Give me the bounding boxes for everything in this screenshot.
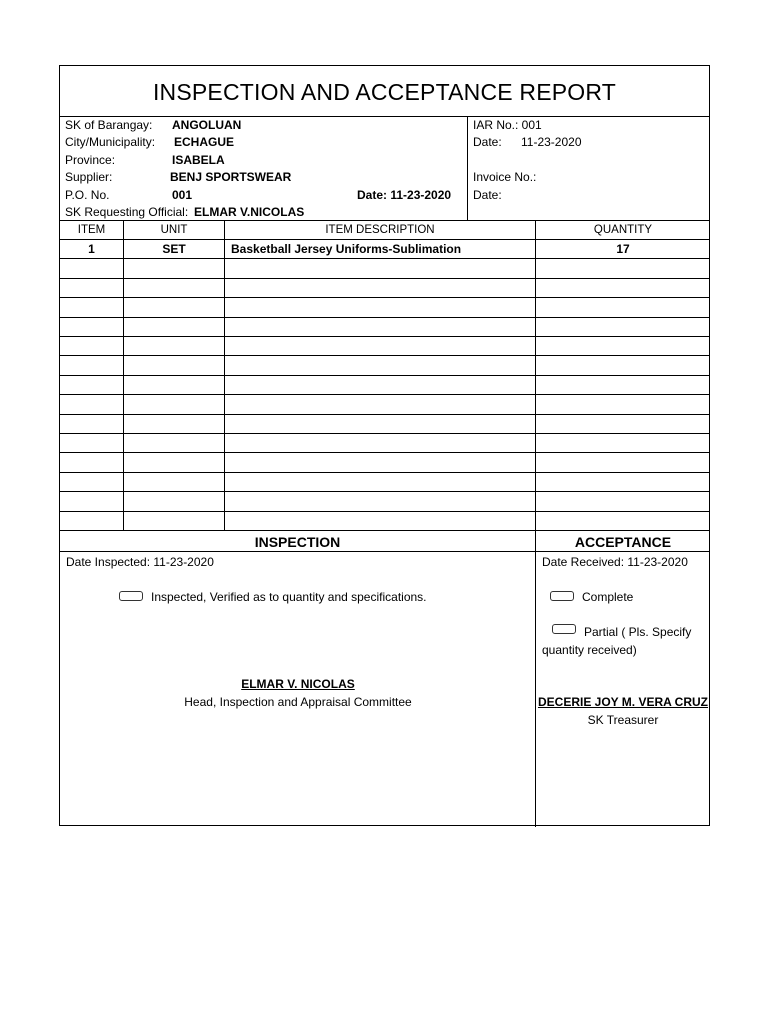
- table-cell-description: [225, 473, 536, 491]
- table-cell-item: [60, 512, 124, 530]
- table-cell-quantity: [536, 473, 710, 491]
- official-label: SK Requesting Official:: [65, 205, 189, 219]
- table-cell-description: [225, 512, 536, 530]
- table-row: [60, 434, 709, 453]
- table-header: [60, 221, 709, 240]
- table-cell-unit: [124, 395, 225, 413]
- inspected-label: Inspected, Verified as to quantity and specifications.: [151, 590, 427, 604]
- table-row: [60, 453, 709, 472]
- table-cell-description: [225, 259, 536, 277]
- table-cell-quantity: [536, 415, 710, 433]
- table-cell-quantity: [536, 279, 710, 297]
- table-cell-description: [225, 453, 536, 471]
- sk-label: SK of Barangay:: [65, 118, 153, 132]
- header-info-right: [468, 117, 710, 221]
- province-label: Province:: [65, 153, 116, 167]
- table-row: [60, 512, 709, 531]
- table-row: [60, 356, 709, 375]
- table-cell-description: [225, 337, 536, 355]
- table-cell-unit: [124, 259, 225, 277]
- table-cell-unit: [124, 356, 225, 374]
- invoice-date-label: Date:: [473, 188, 502, 202]
- iar-label: IAR No.: 001: [473, 118, 542, 132]
- acceptance-section: [536, 531, 710, 827]
- acceptance-signatory-title: SK Treasurer: [587, 713, 659, 727]
- table-cell-description: [225, 415, 536, 433]
- table-cell-unit: [124, 512, 225, 530]
- table-cell-description: [225, 318, 536, 336]
- table-cell-item: [60, 473, 124, 491]
- table-cell-item: [60, 453, 124, 471]
- table-cell-quantity: [536, 512, 710, 530]
- table-cell-quantity: [536, 259, 710, 277]
- city-label: City/Municipality:: [65, 135, 156, 149]
- table-cell-item: [60, 337, 124, 355]
- inspection-signatory-title: Head, Inspection and Appraisal Committee: [184, 695, 412, 709]
- table-cell-quantity: [536, 376, 710, 394]
- table-cell-description: Basketball Jersey Uniforms-Sublimation: [225, 240, 536, 258]
- partial-checkbox[interactable]: [552, 624, 576, 634]
- po-label: P.O. No.: [65, 188, 110, 202]
- table-cell-quantity: [536, 356, 710, 374]
- header-item: ITEM: [60, 221, 124, 239]
- table-cell-description: [225, 298, 536, 316]
- table-cell-unit: [124, 337, 225, 355]
- sk-value: ANGOLUAN: [172, 118, 242, 132]
- table-cell-quantity: 17: [616, 242, 630, 256]
- table-cell-quantity: [536, 492, 710, 510]
- table-cell-description: [225, 395, 536, 413]
- table-row: [60, 415, 709, 434]
- table-cell-unit: [124, 318, 225, 336]
- inspection-section: [60, 531, 536, 827]
- supplier-label: Supplier:: [65, 170, 113, 184]
- table-cell-item: [60, 259, 124, 277]
- table-row: [60, 259, 709, 278]
- report-title: INSPECTION AND ACCEPTANCE REPORT: [60, 66, 709, 117]
- report-form: [59, 65, 710, 826]
- table-cell-quantity: [536, 337, 710, 355]
- table-cell-unit: SET: [124, 240, 225, 258]
- inspection-signatory: ELMAR V. NICOLAS: [241, 677, 355, 691]
- partial-label-line1: Partial ( Pls. Specify: [584, 625, 692, 639]
- header-description: ITEM DESCRIPTION: [225, 221, 536, 239]
- date-label: Date:: [473, 135, 502, 149]
- table-cell-description: [225, 434, 536, 452]
- table-cell-unit: [124, 376, 225, 394]
- table-cell-unit: [124, 473, 225, 491]
- table-cell-unit: [124, 415, 225, 433]
- inspected-checkbox[interactable]: [119, 591, 143, 601]
- date-inspected: Date Inspected: 11-23-2020: [66, 555, 214, 569]
- table-cell-quantity: [536, 434, 710, 452]
- table-row: [60, 318, 709, 337]
- table-cell-item: [60, 356, 124, 374]
- table-cell-item: [60, 434, 124, 452]
- partial-label-line2: quantity received): [542, 643, 637, 657]
- table-row: [60, 298, 709, 317]
- header-info-left: [60, 117, 468, 221]
- table-cell-unit: [124, 434, 225, 452]
- table-cell-description: [225, 279, 536, 297]
- table-cell-item: [60, 492, 124, 510]
- table-cell-item: [60, 395, 124, 413]
- acceptance-title: ACCEPTANCE: [536, 531, 710, 552]
- official-value: ELMAR V.NICOLAS: [194, 205, 305, 219]
- table-cell-unit: [124, 492, 225, 510]
- table-cell-quantity: [536, 453, 710, 471]
- table-cell-unit: [124, 453, 225, 471]
- supplier-value: BENJ SPORTSWEAR: [170, 170, 292, 184]
- city-value: ECHAGUE: [174, 135, 235, 149]
- inspection-title: INSPECTION: [60, 531, 535, 552]
- table-row: [60, 240, 709, 259]
- table-row: [60, 376, 709, 395]
- invoice-label: Invoice No.:: [473, 170, 537, 184]
- complete-checkbox[interactable]: [550, 591, 574, 601]
- table-cell-description: [225, 492, 536, 510]
- header-quantity: QUANTITY: [593, 224, 653, 236]
- table-cell-item: [60, 415, 124, 433]
- date-received: Date Received: 11-23-2020: [542, 555, 688, 569]
- complete-label: Complete: [582, 590, 634, 604]
- province-value: ISABELA: [172, 153, 225, 167]
- items-table: [60, 240, 709, 531]
- date-value: 11-23-2020: [521, 135, 582, 149]
- table-cell-item: [60, 279, 124, 297]
- acceptance-signatory: DECERIE JOY M. VERA CRUZ: [537, 695, 709, 709]
- table-cell-quantity: [536, 318, 710, 336]
- table-row: [60, 492, 709, 511]
- table-cell-unit: [124, 279, 225, 297]
- table-cell-quantity: [536, 395, 710, 413]
- table-cell-unit: [124, 298, 225, 316]
- table-cell-description: [225, 376, 536, 394]
- po-value: 001: [172, 188, 193, 202]
- table-cell-item: 1: [60, 240, 124, 258]
- table-cell-item: [60, 298, 124, 316]
- table-cell-item: [60, 318, 124, 336]
- table-cell-description: [225, 356, 536, 374]
- table-row: [60, 279, 709, 298]
- header-unit: UNIT: [124, 221, 225, 239]
- table-cell-item: [60, 376, 124, 394]
- table-row: [60, 337, 709, 356]
- po-date: Date: 11-23-2020: [357, 188, 452, 202]
- table-cell-quantity: [536, 298, 710, 316]
- table-row: [60, 395, 709, 414]
- table-row: [60, 473, 709, 492]
